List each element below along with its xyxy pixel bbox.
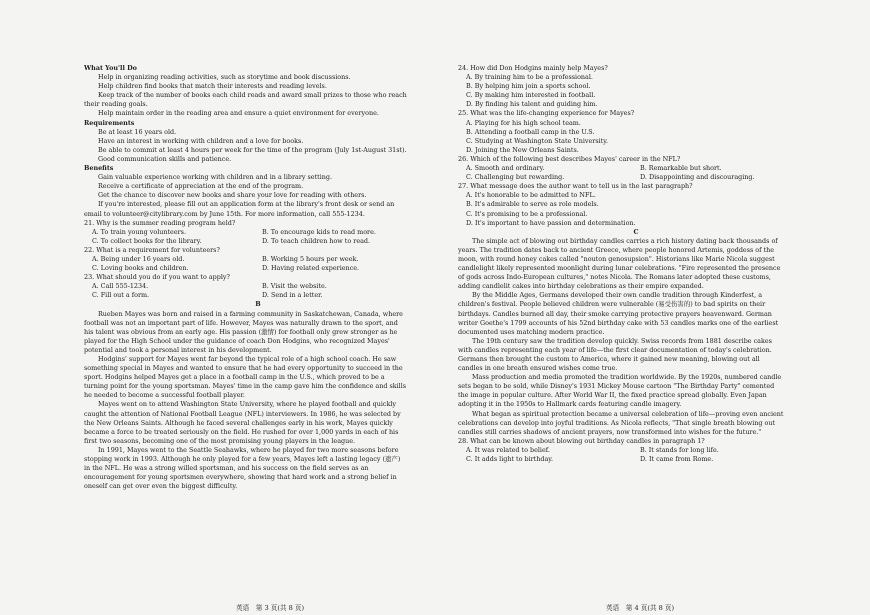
question-stem: 27. What message does the author want to tell us in the last paragraph? — [458, 182, 693, 191]
answer-option: C. Challenging but rewarding. — [466, 173, 565, 182]
option-row — [84, 264, 432, 273]
passage-line: Have an interest in working with children and a love for books. — [98, 136, 304, 145]
answer-option: A. It's honorable to be admitted to NFL. — [466, 191, 596, 200]
passage-line: Be able to commit at least 4 hours per week for the time of the program (July 1st-August 31st). — [98, 145, 407, 154]
section-label: B — [255, 300, 261, 309]
passage-line: Mass production and media promoted the tradition worldwide. By the 1920s, numbered candle — [472, 373, 782, 382]
passage-line: documented uses matching modern practice. — [458, 327, 605, 336]
answer-option: B. Visit the website. — [262, 282, 327, 291]
option-row — [84, 291, 432, 300]
passage-line: oneself can get over even the biggest difficulty. — [84, 482, 238, 491]
answer-option: C. Fill out a form. — [92, 291, 150, 300]
option-row — [84, 228, 432, 237]
answer-option: C. It adds light to birthday. — [466, 455, 554, 464]
answer-option: A. Call 555-1234. — [92, 282, 149, 291]
passage-line: Receive a certificate of appreciation at the end of the program. — [98, 182, 304, 191]
option-row — [84, 282, 432, 291]
passage-line: Keep track of the number of books each child reads and award small prizes to those who reach — [98, 91, 407, 100]
page-footer-right: 英语 第 4 页(共 8 页) — [606, 604, 675, 612]
answer-option: A. To train young volunteers. — [92, 227, 186, 236]
question-stem: 23. What should you do if you want to apply? — [84, 273, 230, 282]
passage-line: played for the High School under the guidance of coach Don Hodgins, who recognized Mayes' — [84, 336, 390, 345]
passage-line: something special in Mayes and wanted to ensure that he had every opportunity to succeed in the — [84, 364, 403, 373]
question-stem: 22. What is a requirement for volunteers? — [84, 245, 220, 254]
passage-line: The simple act of blowing out birthday candles carries a rich history dating back thousands of — [472, 236, 778, 245]
passage-line: the New Orleans Saints. Although he faced several challenges early in his work, Mayes quickly — [84, 418, 393, 427]
question-stem: 25. What was the life-changing experience for Mayes? — [458, 109, 635, 118]
answer-option: B. Working 5 hours per week. — [262, 254, 359, 263]
passage-line: celebrations can develop into joyful traditions. As Nicola reflects, "That single breath blowing out — [458, 418, 776, 427]
passage-line: in the NFL. He was a strong willed sportsman, and his success on the field serves as an — [84, 464, 369, 473]
passage-line: moon, with round honey cakes called "nouton genosupsion". Historians like Marie Nicola suggest — [458, 254, 775, 263]
answer-option: D. Disappointing and discouraging. — [640, 173, 755, 182]
passage-line: Rueben Mayes was born and raised in a farming community in Saskatchewan, Canada, where — [98, 309, 403, 318]
passage-line: Mayes went on to attend Washington State University, where he played football and quickly — [98, 400, 396, 409]
passage-line: sport. Hodgins helped Mayes get a place in a football camp in the U.S., which proved to be a — [84, 373, 385, 382]
passage-line: adopting it in the 1950s to Hallmark cards featuring candle imagery. — [458, 400, 682, 409]
answer-option: D. Send in a letter. — [262, 291, 323, 300]
passage-line: his talent was obvious from an early age. His passion (激情) for football only grew stronger as he — [84, 327, 398, 336]
passage-line: encouragement for young sportsmen everywhere, showing that hard work and a strong belief in — [84, 473, 397, 482]
passage-line: became a force to be treated seriously on the field. He rushed for over 1,000 yards in each of his — [84, 427, 399, 436]
passage-line: Get the chance to discover new books and share your love for reading with others. — [98, 191, 367, 200]
passage-line: caught the attention of National Football League (NFL) interviewers. In 1986, he was selected by — [84, 409, 401, 418]
answer-option: A. Smooth and ordinary. — [466, 164, 545, 173]
passage-line: candles in one breath ensured wishes come true. — [458, 364, 618, 373]
option-row — [458, 164, 814, 173]
passage-line: football was not an important part of life. However, Mayes was naturally drawn to the sport, and — [84, 318, 398, 327]
passage-line: stopping work in 1993. Although he only played for a few years, Mayes left a lasting legacy (遗产) — [84, 455, 401, 464]
passage-line: adding candlelit cakes into birthday celebrations as their empire expanded. — [458, 282, 704, 291]
answer-option: B. Attending a football camp in the U.S. — [466, 127, 595, 136]
answer-option: D. Joining the New Orleans Saints. — [466, 145, 579, 154]
passage-line: In 1991, Mayes went to the Seattle Seahawks, where he played for two more seasons before — [98, 445, 399, 454]
passage-line: first two seasons, becoming one of the most promising young players in the league. — [84, 436, 356, 445]
answer-option: B. It stands for long life. — [640, 445, 719, 454]
answer-option: B. Remarkable but short. — [640, 164, 722, 173]
page-footer-left: 英语 第 3 页(共 8 页) — [236, 604, 305, 612]
passage-line: potential and took a personal interest in his development. — [84, 345, 272, 354]
passage-line: Gain valuable experience working with children and in a library setting. — [98, 173, 333, 182]
answer-option: D. It's important to have passion and determination. — [466, 218, 636, 227]
passage-line: of gods across Indo-European cultures," notes Nicola. The Romans later adopted these customs, — [458, 273, 771, 282]
passage-line: turning point for the young sportsman. Mayes' time in the camp gave him the confidence and skills — [84, 382, 407, 391]
option-row — [458, 446, 814, 455]
answer-option: B. By helping him join a sports school. — [466, 82, 591, 91]
passage-line: birthdays. Candles burned all day, their smoke carrying protective prayers heavenward. German — [458, 309, 772, 318]
passage-line: years. The tradition dates back to ancient Greece, where people honored Artemis, goddess of the — [458, 245, 775, 254]
passage-line: By the Middle Ages, Germans developed their own candle tradition through Kinderfest, a — [472, 291, 763, 300]
passage-line: The 19th century saw the tradition develop quickly. Swiss records from 1881 describe cakes — [472, 336, 772, 345]
passage-line: he needed to become a successful football player. — [84, 391, 245, 400]
option-row — [458, 173, 814, 182]
section-heading: Requirements — [84, 118, 135, 127]
passage-line: Be at least 16 years old. — [98, 127, 177, 136]
answer-option: C. To collect books for the library. — [92, 236, 202, 245]
passage-line: writer Goethe's 1799 accounts of his 52nd birthday cake with 53 candles marks one of the earliest — [458, 318, 779, 327]
passage-line: candles still carries shadows of ancient prayers, now transformed into wishes for the future." — [458, 427, 762, 436]
option-row — [84, 237, 432, 246]
answer-option: D. By finding his talent and guiding him. — [466, 100, 598, 109]
passage-line: children's festival. People believed children were vulnerable (易受伤害的) to bad spirits on their — [458, 300, 766, 309]
question-stem: 24. How did Don Hodgins mainly help Mayes? — [458, 64, 608, 72]
passage-line: Germans then brought the custom to America, where it gained new meaning, blowing out all — [458, 355, 760, 363]
passage-line: the image in popular culture. After World War II, the fixed practice spread globally. Even Japan — [458, 391, 767, 400]
question-stem: 28. What can be known about blowing out birthday candles in paragraph 1? — [458, 436, 705, 445]
option-row — [84, 255, 432, 264]
answer-option: C. Loving books and children. — [92, 264, 189, 273]
answer-option: A. Playing for his high school team. — [466, 118, 581, 127]
answer-option: D. Having related experience. — [262, 264, 360, 273]
passage-line: email to volunteer@citylibrary.com by June 15th. For more information, call 555-1234. — [84, 209, 365, 218]
answer-option: C. By making him interested in football. — [466, 91, 596, 100]
question-stem: 26. Which of the following best describes Mayes' career in the NFL? — [458, 154, 681, 163]
answer-option: A. Being under 16 years old. — [92, 254, 185, 263]
section-heading: Benefits — [84, 164, 114, 173]
passage-line: with candles representing each year of life—the first clear documentation of today's celebration. — [458, 345, 772, 354]
passage-line: Help in organizing reading activities, such as storytime and book discussions. — [98, 73, 351, 82]
answer-option: C. Studying at Washington State University. — [466, 136, 609, 145]
section-heading: What You'll Do — [84, 64, 137, 72]
passage-line: sets began to be sold, while Disney's 1931 Mickey Mouse cartoon "The Birthday Party" cemented — [458, 382, 775, 391]
answer-option: A. By training him to be a professional. — [466, 73, 593, 82]
passage-line: What began as spiritual protection became a universal celebration of life—proving even ancient — [472, 409, 784, 418]
right-column — [458, 64, 814, 464]
answer-option: B. It's admirable to serve as role models. — [466, 200, 599, 209]
left-column — [84, 64, 432, 491]
section-label: C — [633, 227, 639, 236]
option-row — [458, 455, 814, 464]
passage-line: Good communication skills and patience. — [98, 154, 232, 163]
passage-line: Hodgins' support for Mayes went far beyond the typical role of a high school coach. He saw — [98, 355, 397, 363]
answer-option: B. To encourage kids to read more. — [262, 227, 376, 236]
answer-option: D. To teach children how to read. — [262, 236, 371, 245]
passage-line: If you're interested, please fill out an application form at the library's front desk or send an — [98, 200, 395, 209]
passage-line: Help maintain order in the reading area and ensure a quiet environment for everyone. — [98, 109, 379, 118]
answer-option: A. It was related to belief. — [466, 445, 550, 454]
answer-option: D. It came from Rome. — [640, 455, 714, 464]
passage-line: their reading goals. — [84, 100, 148, 109]
passage-line: candlelight likely represented moonlight during lunar celebrations. "Fire represented the presence — [458, 264, 781, 273]
question-stem: 21. Why is the summer reading program held? — [84, 218, 236, 227]
answer-option: C. It's promising to be a professional. — [466, 209, 588, 218]
passage-line: Help children find books that match their interests and reading levels. — [98, 82, 327, 91]
